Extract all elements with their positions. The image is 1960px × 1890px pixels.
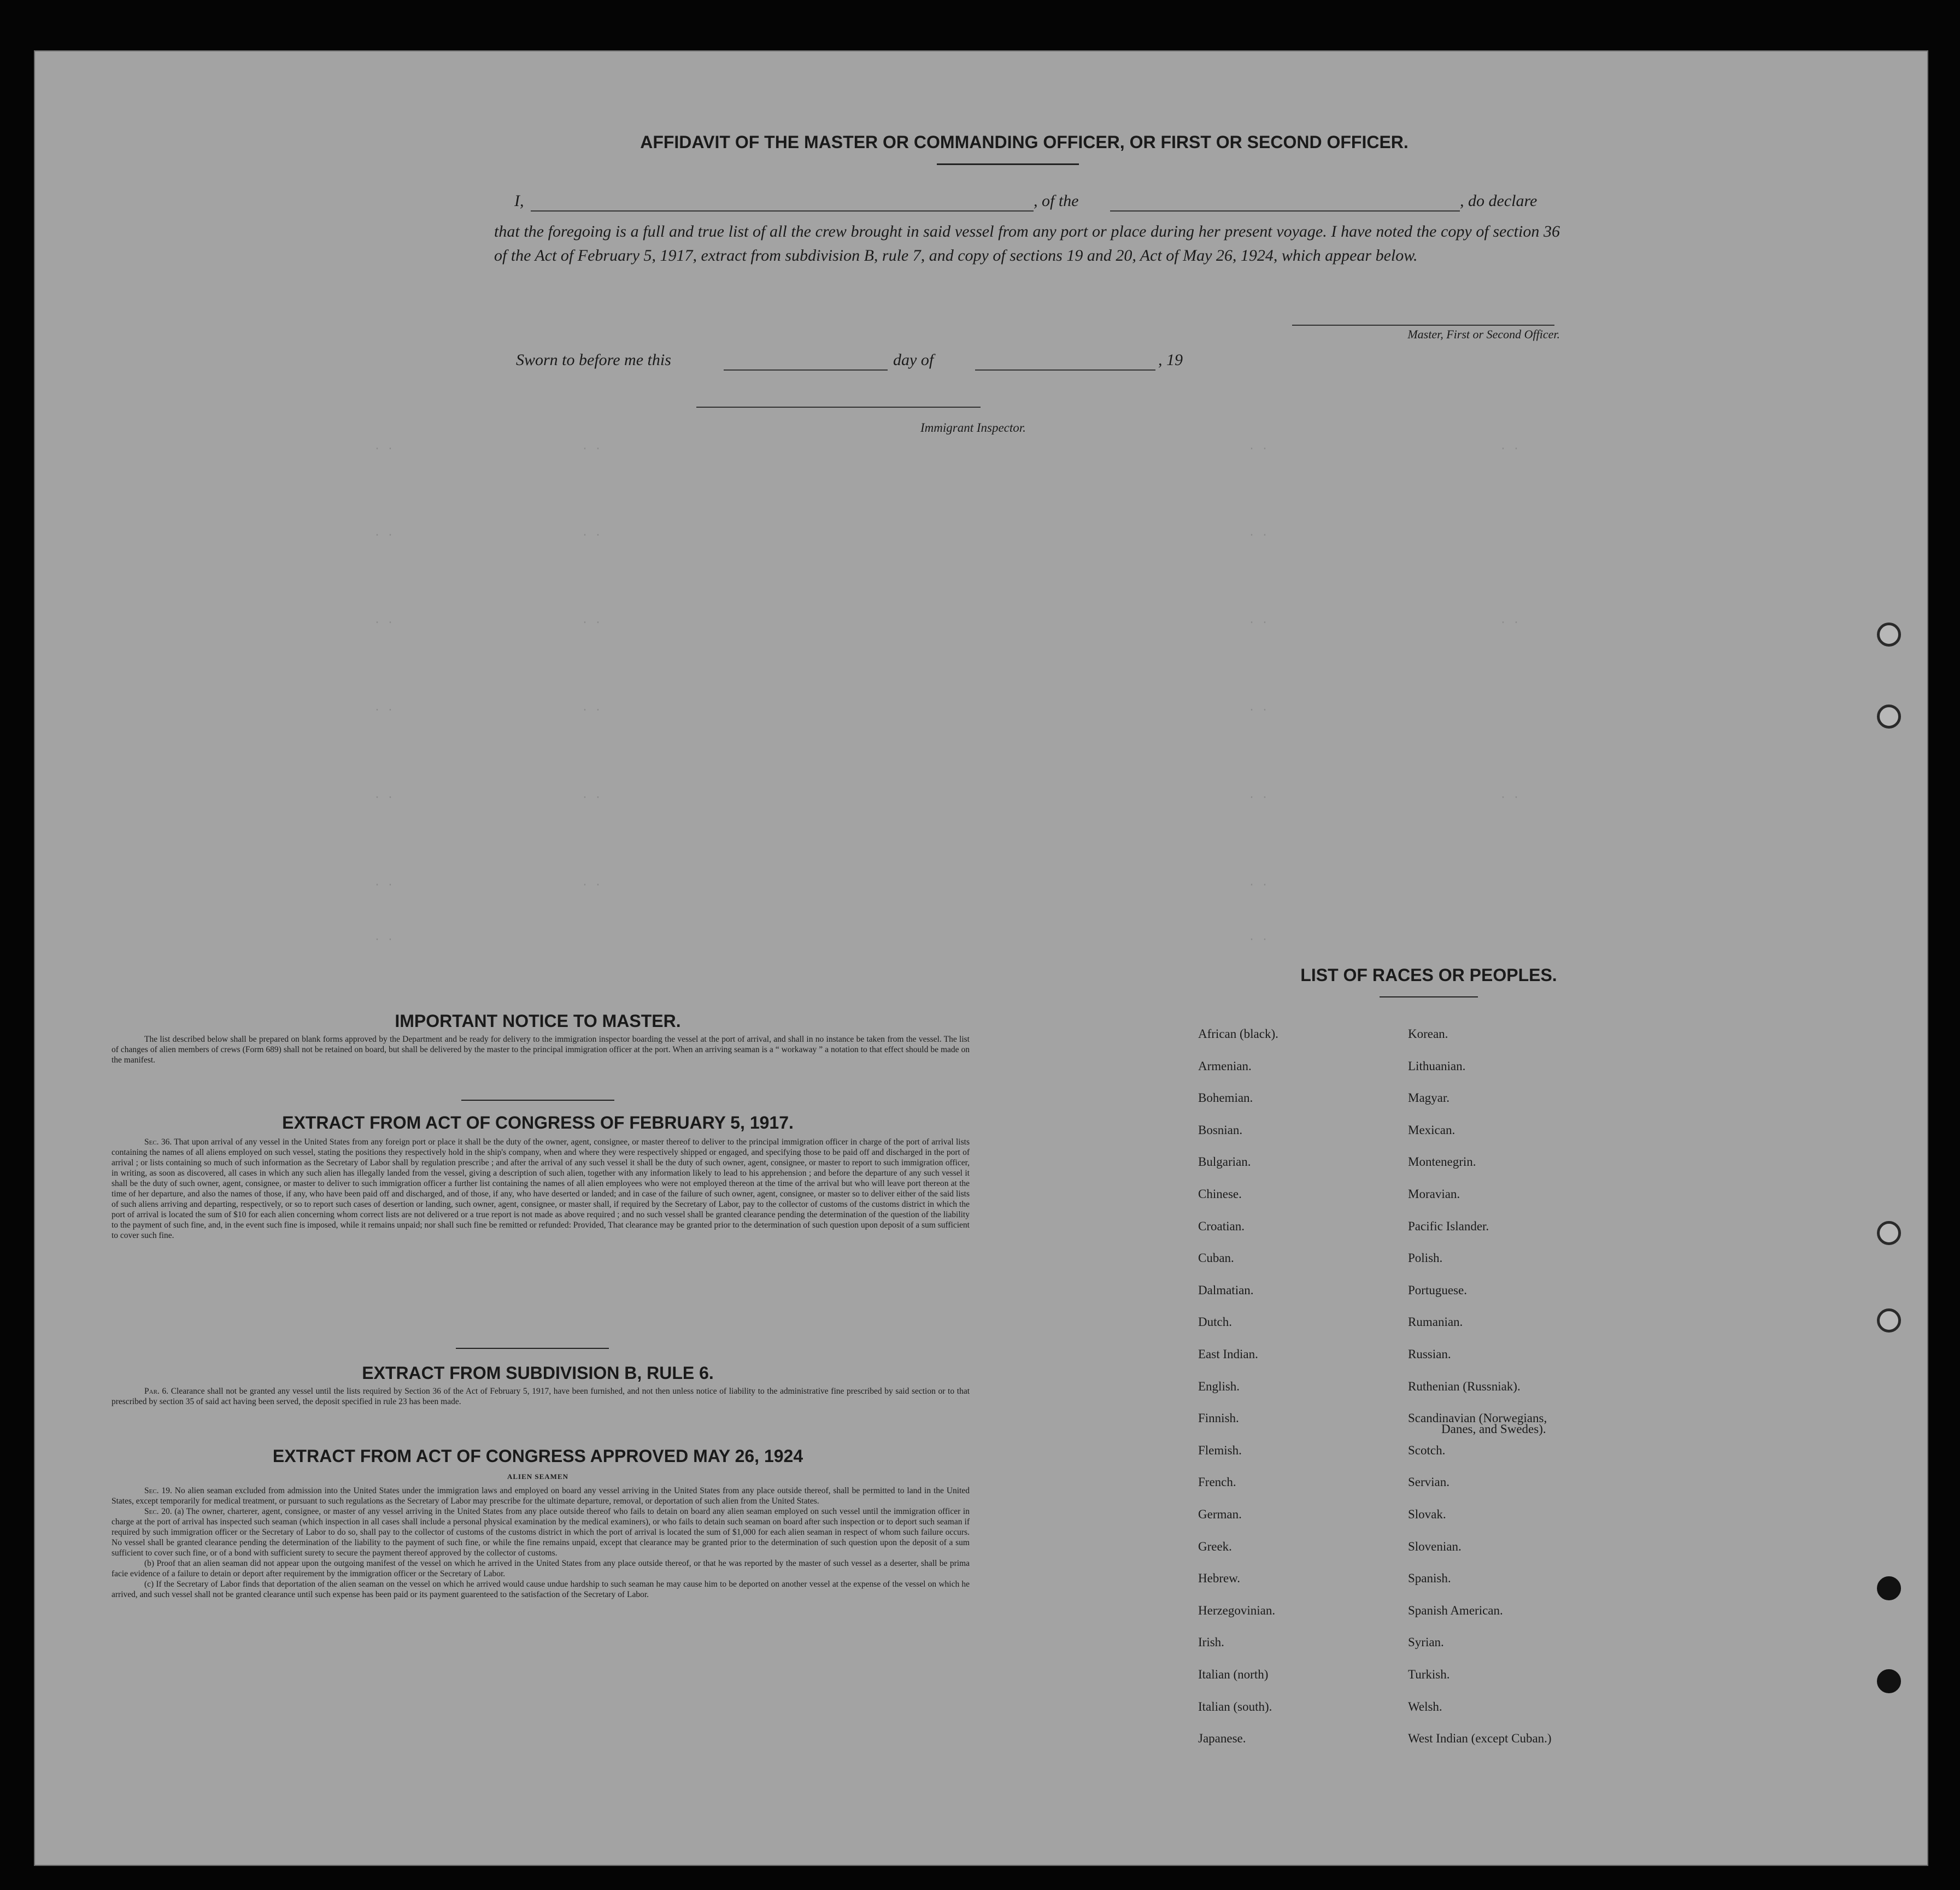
race-item: Pacific Islander. — [1408, 1219, 1489, 1233]
race-item: Greek. — [1198, 1539, 1232, 1553]
sworn-line — [516, 351, 1227, 375]
race-item: Italian (north) — [1198, 1668, 1269, 1681]
race-item: Montenegrin. — [1408, 1155, 1476, 1169]
race-item: Korean. — [1408, 1027, 1448, 1041]
section-label: Sec. 36. — [144, 1137, 172, 1147]
extract-1924-subtitle: ALIEN SEAMEN — [507, 1472, 569, 1481]
section-20a-text: (a) The owner, charterer, agent, consignee, or master of any vessel arriving in the United States from any place outside thereof who fails to detain on board any alien seaman employed on such vessel until the immigration officer in charge at the port of arrival has inspected such seaman (which inspection in all cases shall include a personal physical examination by the medical examiners), or who fails to detain such seaman on board after such inspection or to deport such seaman if required by such immigration officer or the Secretary of Labor to do so, shall pay to the collector of customs of the customs district in which the port of arrival is located the sum of $1,000 for each alien seaman in respect of whom such failure occurs. No vessel shall be granted clearance pending the determination of the liability to the payment of such fine, or while the fine remains unpaid, except that clearance may be granted prior to the determination of such question upon the deposit of a sum sufficient to cover such fine, or of a bond with sufficient surety to secure the payment thereof approved by the collector of customs. — [112, 1507, 970, 1558]
race-item: German. — [1198, 1507, 1242, 1521]
sworn-year: , 19 — [1158, 351, 1183, 369]
section-label: Sec. 19. — [144, 1486, 172, 1495]
race-item: Hebrew. — [1198, 1571, 1241, 1586]
race-item: West Indian (except Cuban.) — [1408, 1731, 1552, 1746]
punch-hole — [1877, 623, 1901, 647]
declaration-do-declare: , do declare — [1460, 192, 1538, 210]
race-item: Mexican. — [1408, 1123, 1456, 1137]
race-item: Ruthenian (Russniak). — [1408, 1379, 1521, 1393]
race-item: Finnish. — [1198, 1411, 1239, 1425]
name-field[interactable] — [531, 210, 1034, 212]
race-item: Bohemian. — [1198, 1091, 1253, 1105]
notice-title: IMPORTANT NOTICE TO MASTER. — [395, 1011, 681, 1031]
rule6-text: Clearance shall not be granted any vessel until the lists required by Section 36 of the Act of February 5, 1917, have been furnished, and not then unless notice of liability to the administrative fine prescribed by said section or to that prescribed by section 35 of said act having been served, the deposit specified in rule 23 has been made. — [112, 1387, 970, 1406]
punch-hole — [1877, 1669, 1901, 1693]
race-item: Flemish. — [1198, 1443, 1242, 1457]
race-item: Dutch. — [1198, 1315, 1232, 1329]
section-label: Sec. 20. — [144, 1507, 172, 1516]
declaration-i: I, — [514, 192, 524, 210]
race-item: Portuguese. — [1408, 1283, 1467, 1297]
form-page: . . . . . . . . . . . . . . . . . . . . . . . . . . . . . . . . . . . . . . . . . . . . . . AFFIDAVIT OF THE MASTER OR COMMANDING OFFICER, OR FIRST OR SECOND OFFICER. I, , of the , do declare that the foregoing is a full and true list of all the crew brought in said vessel from any port or place during her present voyage. I have noted the copy of section 36 of the Act of February 5, 1917, extract from subdivision B, rule 7, and copy of sections 19 and 20, Act of May 26, 1924, which appear below. Master, First or Second Officer. Sworn to before me this day of , 19 Immigrant Inspector. IMPORTANT NOTICE TO MASTER. The list described below shall be prepared on blank forms approved by the Department and be ready for delivery to the immigration inspector boarding the vessel at the port of arrival, and shall in no instance be taken from the vessel. The list of changes of alien members of crews (Form 689) shall not be retained on board, but shall be delivered by the master to the principal immigration officer at the port. When an arriving seaman is a “ workaway ” a notation to that effect should be made on the manifest. EXTRACT FROM ACT OF CONGRESS OF FEBRUARY 5, 1917. Sec. 36. That upon arrival of any vessel in the United States from any foreign port or place it shall be the duty of the owner, agent, consignee, or master thereof to deliver to the principal immigration officer in charge of the port of arrival lists containing the names of all aliens employed on such vessel, stating the positions they respectively hold in the ship's company, when and where they were respectively shipped or engaged, and specifying those to be paid off and discharged in the port of arrival ; or lists containing so much of such information as the Secretary of Labor shall by regulation prescribe ; and after the arrival of any such vessel it shall be the duty of such owner, agent, consignee, or master to report to such immigration officer, in writing, as soon as discovered, all cases in which any such alien has illegally landed from the vessel, giving a description of such alien, together with any information likely to lead to his apprehension ; and before the departure of any such vessel it shall be the duty of such owner, agent, consignee, or master to deliver to such immigration officer a further list containing the names of all alien employees who were not employed thereon at the time of the arrival but who will leave port thereon at the time of her departure, and also the names of those, if any, who have been paid off and discharged, and of those, if any, who have deserted or landed; and in case of the failure of such owner, agent, consignee, or master so to deliver either of the said lists of such aliens arriving and departing, respectively, or so to report such cases of desertion or landing, such owner, agent, consignee, or master shall, if required by the Secretary of Labor, pay to the collector of customs of the customs district in which the port of arrival is located the sum of $10 for each alien concerning whom correct lists are not delivered or a true report is not made as above required ; and no such vessel shall be granted clearance pending the determination of the question of the liability to the payment of such fine, and, in the event such fine is imposed, while it remains unpaid; nor shall such fine be remitted or refunded: Provided, That clearance may be granted prior to the determination of such question upon deposit of a sum sufficient to cover such fine. EXTRACT FROM SUBDIVISION B, RULE 6. Par. 6. Clearance shall not be granted any vessel until the lists required by Section 36 of the Act of February 5, 1917, have been furnished, and not then unless notice of liability to the administrative fine prescribed by said section or to that prescribed by section 35 of said act having been served, the deposit specified in rule 23 has been made. EXTRACT FROM ACT OF CONGRESS APPROVED MAY 26, 1924 ALIEN SEAMEN Sec. 19. No alien seaman excluded from admission into the United States under the immigration laws and employed on board any vessel arriving in the United States from any place outside thereof, shall be permitted to land in the United States, except temporarily for medical treatment, or pursuant to such regulations as the Secretary of Labor may prescribe for the ultimate departure, removal, or deportation of such alien from the United States. Sec. 20. (a) The owner, charterer, agent, consignee, or master of any vessel arriving in the United States from any place outside thereof who fails to detain on board any alien seaman employed on such vessel until the immigration officer in charge at the port of arrival has inspected such seaman (which inspection in all cases shall include a personal physical examination by the medical examiners), or who fails to detain such seaman on board after such inspection or to deport such seaman if required by such immigration officer or the Secretary of Labor to do so, shall pay to the collector of customs of the customs district in which the port of arrival is located the sum of $1,000 for each alien seaman in respect of whom such failure occurs. No vessel shall be granted clearance pending the determination of the liability to the payment of such fine, or while the fine remains unpaid, except that clearance may be granted prior to the determination of such question upon the deposit of a sum sufficient to cover such fine, or of a bond with sufficient surety to secure the payment thereof approved by the collector of customs. (b) Proof that an alien seaman did not appear upon the outgoing manifest of the vessel on which he arrived in the United States from any place outside thereof, or that he was reported by the master of such vessel as a deserter, shall be prima facie evidence of a failure to detain or deport after requirement by the immigration officer or the Secretary of Labor. (c) If the Secretary of Labor finds that deportation of the alien seaman on the vessel on which he arrived would cause undue hardship to such seaman he may cause him to be deported on another vessel at the expense of the vessel on which he arrived, and such vessel shall not be granted clearance until such expense has been paid or its payment guarenteed to the satisfaction of the Secretary of Labor. LIST OF RACES OR PEOPLES. African (black). Armenian. Bohemian. Bosnian. Bulgarian. Chinese. Croatian. Cuban. Dalmatian. Dutch. East Indian. English. Finnish. Flemish. French. German. Greek. Hebrew. Herzegovinian. Irish. Italian (north) Italian (south). Japanese. Korean. Lithuanian. Magyar. Mexican. Montenegrin. Moravian. Pacific Islander. Polish. Portuguese. Rumanian. Russian. Ruthenian (Russniak). Scandinavian (Norwegians, Scotch. Servian. Slovak. Slovenian. Spanish. Spanish American. Syrian. Turkish. Welsh. West Indian (except Cuban.) Danes, and Swedes). — [34, 50, 1928, 1866]
declaration-line — [514, 192, 1564, 214]
race-item: Welsh. — [1408, 1699, 1442, 1713]
race-item: Magyar. — [1408, 1091, 1450, 1105]
race-item: Scandinavian (Norwegians, — [1408, 1411, 1547, 1425]
extract-1924-body — [112, 1486, 970, 1600]
race-item: Slovenian. — [1408, 1539, 1462, 1553]
divider — [456, 1348, 609, 1349]
signature-label: Master, First or Second Officer. — [1407, 327, 1560, 341]
inspector-label: Immigrant Inspector. — [920, 421, 1026, 435]
punch-hole — [1877, 1308, 1901, 1333]
affidavit-title: AFFIDAVIT OF THE MASTER OR COMMANDING OFFICER, OR FIRST OR SECOND OFFICER. — [640, 132, 1409, 152]
divider — [937, 163, 1079, 165]
race-item: Moravian. — [1408, 1187, 1460, 1201]
extract-1917-text: That upon arrival of any vessel in the United States from any foreign port or place it shall be the duty of the owner, agent, consignee, or master thereof to deliver to the principal immigration officer in charge of the port of arrival lists containing the names of all aliens employed on such vessel, stating the positions they respectively hold in the ship's company, when and where they were respectively shipped or engaged, and specifying those to be paid off and discharged in the port of arrival ; or lists containing so much of such information as the Secretary of Labor shall by regulation prescribe ; and after the arrival of any such vessel it shall be the duty of such owner, agent, consignee, or master to report to such immigration officer, in writing, as soon as discovered, all cases in which any such alien has illegally landed from the vessel, giving a description of such alien, together with any information likely to lead to his apprehension ; and before the departure of any such vessel it shall be the duty of such owner, agent, consignee, or master to deliver to such immigration officer a further list containing the names of all alien employees who were not employed thereon at the time of the arrival but who will leave port thereon at the time of her departure, and also the names of those, if any, who have been paid off and discharged, and of those, if any, who have deserted or landed; and in case of the failure of such owner, agent, consignee, or master so to deliver either of the said lists of such aliens arriving and departing, respectively, or so to report such cases of desertion or landing, such owner, agent, consignee, or master shall, if required by the Secretary of Labor, pay to the collector of customs of the customs district in which the port of arrival is located the sum of $10 for each alien concerning whom correct lists are not delivered or a true report is not made as above required ; and no such vessel shall be granted clearance pending the determination of the question of the liability to the payment of such fine, and, in the event such fine is imposed, while it remains unpaid; nor shall such fine be remitted or refunded: Provided, That clearance may be granted prior to the determination of such question upon deposit of a sum sufficient to cover such fine. — [112, 1137, 970, 1240]
race-item: Russian. — [1408, 1347, 1451, 1361]
race-item: Cuban. — [1198, 1251, 1234, 1265]
race-item: Syrian. — [1408, 1635, 1444, 1650]
race-item: Rumanian. — [1408, 1315, 1463, 1329]
race-item: Bulgarian. — [1198, 1155, 1251, 1169]
race-item: Scotch. — [1408, 1443, 1446, 1457]
race-item: Italian (south). — [1198, 1699, 1272, 1713]
race-item: Dalmatian. — [1198, 1283, 1254, 1297]
races-column-1 — [1198, 51, 1406, 1855]
declaration-of-the: , of the — [1034, 192, 1079, 210]
affidavit-body: that the foregoing is a full and true list of all the crew brought in said vessel from any port or place during her present voyage. I have noted the copy of section 36 of the Act of February 5, 1917, extract from subdivision B, rule 7, and copy of sections 19 and 20, Act of May 26, 1924, which appear below. — [494, 222, 1560, 265]
extract-1917-title: EXTRACT FROM ACT OF CONGRESS OF FEBRUARY 5, 1917. — [282, 1113, 794, 1132]
punch-hole — [1877, 1221, 1901, 1245]
race-item: Slovak. — [1408, 1507, 1446, 1521]
races-title: LIST OF RACES OR PEOPLES. — [1300, 965, 1557, 985]
section-20c: (c) If the Secretary of Labor finds that deportation of the alien seaman on the vessel on which he arrived would cause undue hardship to such seaman he may cause him to be deported on another vessel at the expense of the vessel on which he arrived, and such vessel shall not be granted clearance until such expense has been paid or its payment guarenteed to the satisfaction of the Secretary of Labor. — [112, 1580, 970, 1599]
race-item: Lithuanian. — [1408, 1059, 1466, 1073]
section-20b: (b) Proof that an alien seaman did not appear upon the outgoing manifest of the vessel on which he arrived in the United States from any place outside thereof, or that he was reported by the master of such vessel as a deserter, shall be prima facie evidence of a failure to detain or deport after requirement by the immigration officer or the Secretary of Labor. — [112, 1559, 970, 1578]
race-item: Irish. — [1198, 1635, 1224, 1650]
rule6-title: EXTRACT FROM SUBDIVISION B, RULE 6. — [362, 1363, 714, 1383]
race-item: African (black). — [1198, 1027, 1278, 1041]
race-item: Chinese. — [1198, 1187, 1242, 1201]
race-item: Armenian. — [1198, 1059, 1252, 1073]
race-item: Polish. — [1408, 1251, 1443, 1265]
sworn-prefix: Sworn to before me this — [516, 351, 671, 369]
divider — [461, 1100, 614, 1101]
race-item: Servian. — [1408, 1475, 1450, 1489]
race-item: Bosnian. — [1198, 1123, 1243, 1137]
notice-body: The list described below shall be prepared on blank forms approved by the Department and be ready for delivery to the immigration inspector boarding the vessel at the port of arrival, and shall in no instance be taken from the vessel. The list of changes of alien members of crews (Form 689) shall not be retained on board, but shall be delivered by the master to the principal immigration officer at the port. When an arriving seaman is a “ workaway ” a notation to that effect should be made on the manifest. — [112, 1035, 970, 1065]
inspector-field[interactable] — [696, 407, 981, 408]
race-item: Spanish. — [1408, 1571, 1451, 1586]
rule6-body — [112, 1386, 970, 1407]
race-item: Japanese. — [1198, 1731, 1246, 1746]
race-item: Herzegovinian. — [1198, 1603, 1276, 1617]
section-20a — [112, 1506, 970, 1558]
section-19 — [112, 1486, 970, 1506]
races-scandinavian-continuation: Danes, and Swedes). — [1441, 1422, 1546, 1436]
paragraph-label: Par. 6. — [144, 1387, 169, 1396]
extract-1924-title: EXTRACT FROM ACT OF CONGRESS APPROVED MAY 26, 1924 — [272, 1446, 803, 1466]
races-column-2 — [1408, 51, 1681, 1855]
race-item: Croatian. — [1198, 1219, 1245, 1233]
punch-hole — [1877, 705, 1901, 729]
race-item: Turkish. — [1408, 1668, 1450, 1681]
sworn-day-of: day of — [893, 351, 934, 369]
extract-1917-body — [112, 1137, 970, 1241]
punch-hole — [1877, 1576, 1901, 1600]
race-item: East Indian. — [1198, 1347, 1258, 1361]
race-item: French. — [1198, 1475, 1236, 1489]
sworn-month-field[interactable] — [975, 369, 1155, 371]
race-item: English. — [1198, 1379, 1240, 1393]
section-19-text: No alien seaman excluded from admission into the United States under the immigration laws and employed on board any vessel arriving in the United States from any place outside thereof, shall be permitted to land in the United States, except temporarily for medical treatment, or pursuant to such regulations as the Secretary of Labor may prescribe for the ultimate departure, removal, or deportation of such alien from the United States. — [112, 1486, 970, 1506]
race-item: Spanish American. — [1408, 1603, 1503, 1617]
sworn-day-field[interactable] — [724, 369, 888, 371]
